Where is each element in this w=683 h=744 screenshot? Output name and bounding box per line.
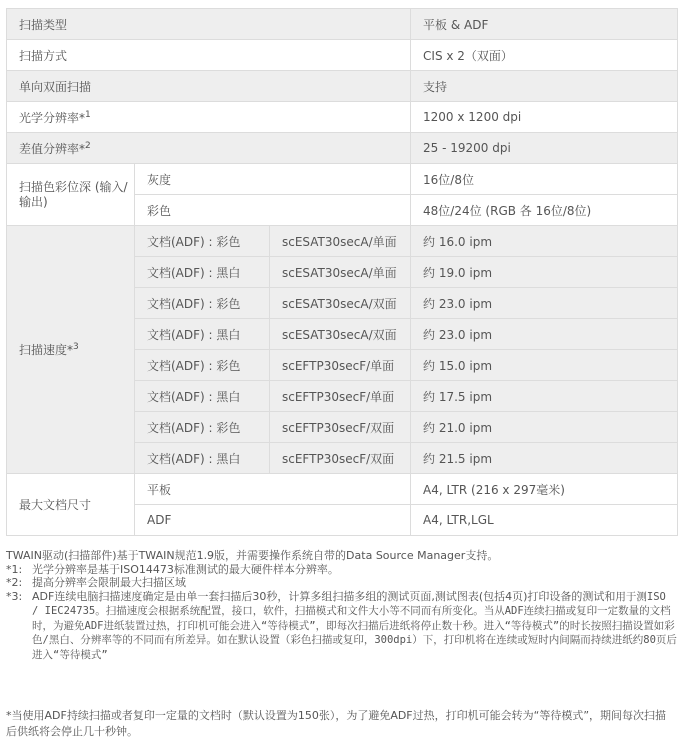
row-mode: 文档(ADF) : 黑白 (135, 319, 270, 350)
row-label: 扫描类型 (7, 9, 411, 40)
row-mode: 文档(ADF) : 黑白 (135, 257, 270, 288)
row-test: scEFTP30secF/单面 (270, 350, 411, 381)
note-text (32, 590, 677, 663)
row-label (7, 102, 411, 133)
footnote-ref: 2 (85, 140, 91, 151)
row-mode: 文档(ADF) : 彩色 (135, 412, 270, 443)
row-value: 支持 (411, 71, 678, 102)
row-mode: 彩色 (135, 195, 411, 226)
note-key: *3: (6, 589, 23, 603)
row-value: 平板 & ADF (411, 9, 678, 40)
row-value: 约 16.0 ipm (411, 226, 678, 257)
note-text: 光学分辨率是基于ISO14473标准测试的最大硬件样本分辨率。 (32, 562, 339, 576)
table-row (7, 102, 678, 133)
row-value: A4, LTR,LGL (411, 505, 678, 536)
table-row (7, 133, 678, 164)
row-value: 约 17.5 ipm (411, 381, 678, 412)
row-value: CIS x 2（双面） (411, 40, 678, 71)
note-1 (6, 563, 677, 577)
row-mode: ADF (135, 505, 411, 536)
row-test: scESAT30secA/双面 (270, 288, 411, 319)
row-label (7, 226, 135, 474)
row-mode: 文档(ADF) : 彩色 (135, 226, 270, 257)
footnote: *当使用ADF持续扫描或者复印一定量的文档时（默认设置为150张），为了避免ADF过热，打印机可能会转为“等待模式”，期间每次扫描后供纸将会停止几十秒钟。 (6, 709, 667, 738)
row-value: 约 21.5 ipm (411, 443, 678, 474)
note-text-b: 用于测ISO / IEC24735。扫描速度会根据系统配置，接口，软件，扫描模式和文件大小等不同而有所变化。当从ADF连续扫描或复印一定数量的文档时，为避免ADF进纸装置过热，打印机可能会进入“等待模式”，即每次扫描后进纸将停止数十秒。进入“等待模式”的时长按照扫描设置如彩色/黑白、分辨率等的不同而有所差异。如在默认设置（彩色扫描或复印，300dpi）下，打印机将在连续或短时内间隔而持续进纸约80页后进入“等待模式” (32, 590, 677, 661)
row-label (7, 133, 411, 164)
row-test: scEFTP30secF/双面 (270, 443, 411, 474)
table-row (7, 40, 678, 71)
row-value: 约 21.0 ipm (411, 412, 678, 443)
row-mode: 文档(ADF) : 彩色 (135, 350, 270, 381)
row-value: 约 19.0 ipm (411, 257, 678, 288)
note-2 (6, 576, 677, 590)
spec-table (6, 8, 678, 536)
row-label-text: 光学分辨率* (19, 110, 86, 125)
row-value: 1200 x 1200 dpi (411, 102, 678, 133)
row-test: scESAT30secA/双面 (270, 319, 411, 350)
row-label: 扫描方式 (7, 40, 411, 71)
row-value: 约 15.0 ipm (411, 350, 678, 381)
footnote-ref: 3 (73, 342, 79, 352)
row-mode: 文档(ADF) : 黑白 (135, 381, 270, 412)
row-test: scEFTP30secF/双面 (270, 412, 411, 443)
row-test: scESAT30secA/单面 (270, 226, 411, 257)
row-label: 最大文档尺寸 (7, 474, 135, 536)
row-label: 单向双面扫描 (7, 71, 411, 102)
row-value: 16位/8位 (411, 164, 678, 195)
table-row (7, 474, 678, 505)
row-value: 25 - 19200 dpi (411, 133, 678, 164)
notes-block (6, 549, 677, 662)
note-key: *2: (6, 576, 23, 589)
row-mode: 文档(ADF) : 彩色 (135, 288, 270, 319)
note-text-a: ADF连续电脑扫描速度确定是由单一套扫描后30秒，计算多组扫描多组的测试页面,测试图表(包括4页)打印设备的测试和 (32, 589, 616, 603)
note-text: 提高分辨率会限制最大扫描区域 (32, 576, 186, 589)
row-mode: 文档(ADF) : 黑白 (135, 443, 270, 474)
row-value: 约 23.0 ipm (411, 319, 678, 350)
table-row (7, 71, 678, 102)
row-value: A4, LTR (216 x 297毫米) (411, 474, 678, 505)
row-label-text: 差值分辨率* (19, 141, 86, 156)
table-row (7, 164, 678, 195)
row-mode: 灰度 (135, 164, 411, 195)
row-value: 48位/24位 (RGB 各 16位/8位) (411, 195, 678, 226)
table-row (7, 226, 678, 257)
table-row (7, 9, 678, 40)
row-label-text: 扫描速度* (19, 343, 74, 357)
footnote-ref: 1 (85, 109, 91, 120)
row-label: 扫描色彩位深 (输入/输出) (7, 164, 135, 226)
note-key: *1: (6, 562, 23, 576)
row-value: 约 23.0 ipm (411, 288, 678, 319)
note-3 (6, 590, 677, 663)
row-mode: 平板 (135, 474, 411, 505)
twain-note: TWAIN驱动(扫描部件)基于TWAIN规范1.9版，并需要操作系统自带的Data Source Manager支持。 (6, 549, 499, 562)
row-test: scEFTP30secF/单面 (270, 381, 411, 412)
row-test: scESAT30secA/单面 (270, 257, 411, 288)
